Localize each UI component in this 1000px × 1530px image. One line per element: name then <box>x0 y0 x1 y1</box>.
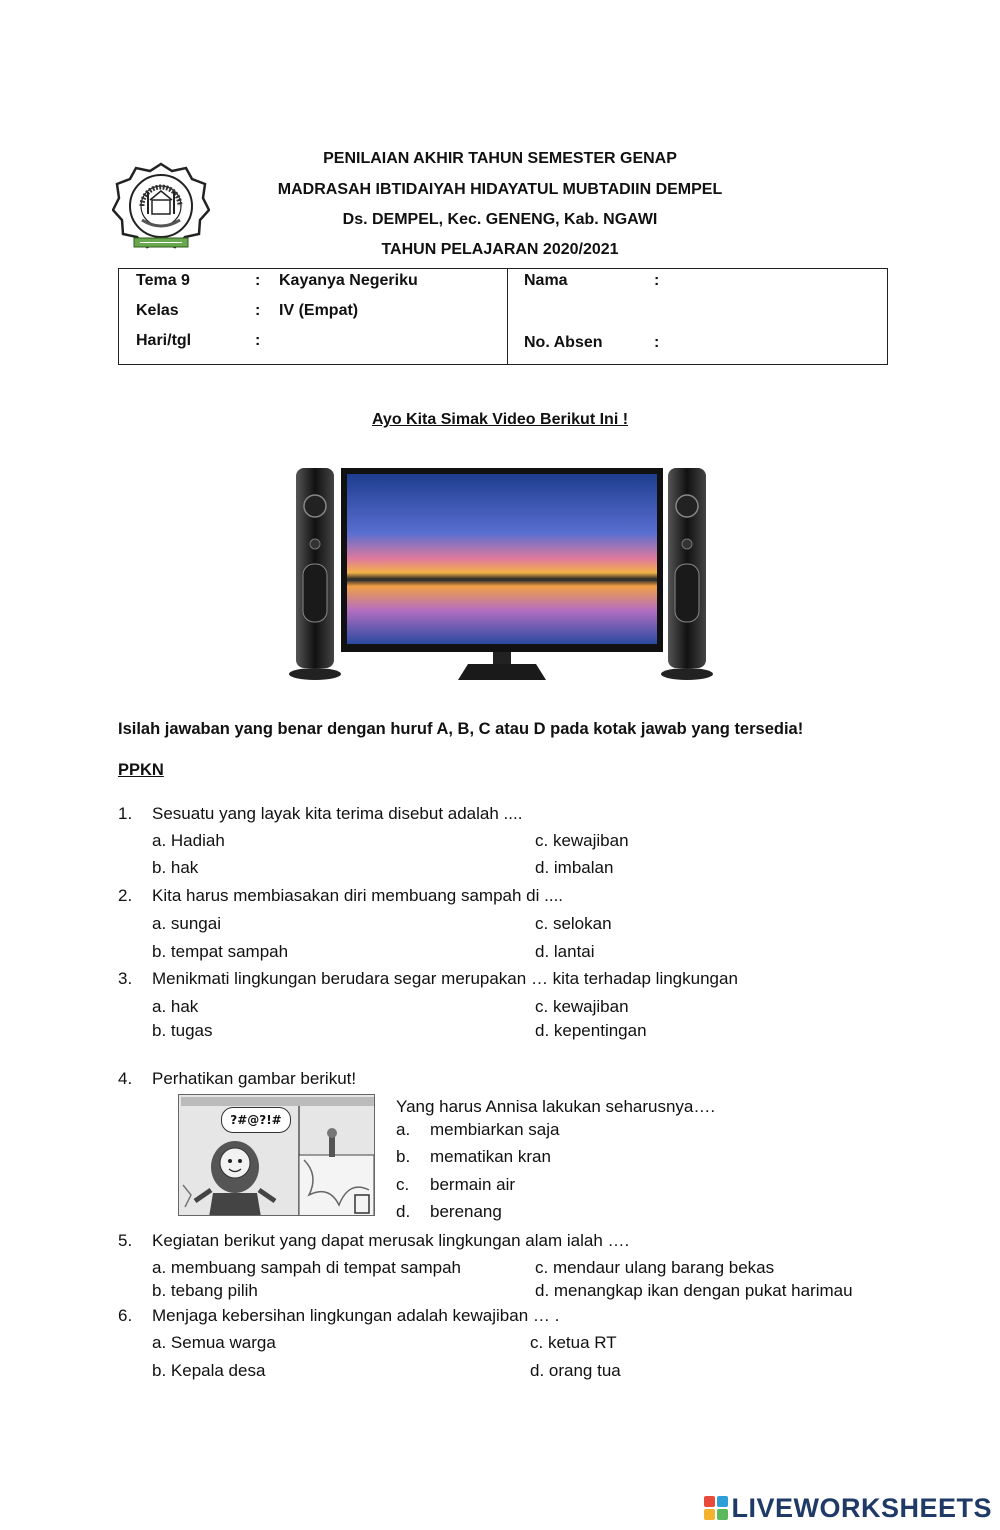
question-4-option-d[interactable]: berenang <box>430 1202 502 1221</box>
liveworksheets-logo-icon <box>703 1495 729 1521</box>
question-1-option-b[interactable]: b. hak <box>152 858 199 877</box>
student-info-box <box>118 268 888 365</box>
question-4-option-c[interactable]: bermain air <box>430 1175 516 1194</box>
question-5-option-b[interactable]: b. tebang pilih <box>152 1281 258 1300</box>
info-box-divider <box>507 269 508 364</box>
question-2-number: 2. <box>118 886 133 905</box>
question-1-number: 1. <box>118 804 133 823</box>
question-6-option-a[interactable]: a. Semua warga <box>152 1333 276 1352</box>
question-3-option-c[interactable]: c. kewajiban <box>535 997 629 1016</box>
tema-label: Tema 9 <box>136 272 190 289</box>
video-heading: Ayo Kita Simak Video Berikut Ini ! <box>371 411 629 428</box>
kelas-colon: : <box>255 302 261 319</box>
question-2-option-c[interactable]: c. selokan <box>535 914 612 933</box>
question-4-option-c-letter: c. <box>396 1175 410 1194</box>
tema-colon: : <box>255 272 261 289</box>
hari-label: Hari/tgl <box>136 332 192 349</box>
question-2-option-a[interactable]: a. sungai <box>152 914 221 933</box>
video-player[interactable] <box>288 466 716 684</box>
liveworksheets-brand[interactable] <box>703 1494 992 1522</box>
question-4-prompt: Yang harus Annisa lakukan seharusnya…. <box>396 1097 716 1116</box>
left-speaker-icon <box>289 468 341 680</box>
question-1-option-d[interactable]: d. imbalan <box>535 858 614 877</box>
question-2-option-d[interactable]: d. lantai <box>535 942 595 961</box>
absen-colon: : <box>654 334 660 351</box>
question-3-option-a[interactable]: a. hak <box>152 997 199 1016</box>
tema-value: Kayanya Negeriku <box>279 272 418 289</box>
question-6-number: 6. <box>118 1306 133 1325</box>
hari-colon: : <box>255 332 261 349</box>
instruction-text: Isilah jawaban yang benar dengan huruf A, B, C atau D pada kotak jawab yang tersedia! <box>118 720 804 738</box>
header-line-1: PENILAIAN AKHIR TAHUN SEMESTER GENAP <box>323 150 677 167</box>
tv-screen-icon <box>341 468 663 680</box>
header-line-2: MADRASAH IBTIDAIYAH HIDAYATUL MUBTADIIN DEMPEL <box>277 181 723 198</box>
question-5-option-d[interactable]: d. menangkap ikan dengan pukat harimau <box>535 1281 853 1300</box>
question-1-option-c[interactable]: c. kewajiban <box>535 831 629 850</box>
question-1-option-a[interactable]: a. Hadiah <box>152 831 225 850</box>
question-6-option-c[interactable]: c. ketua RT <box>530 1333 617 1352</box>
question-1-text: Sesuatu yang layak kita terima disebut adalah .... <box>152 804 523 823</box>
question-4-option-b-letter: b. <box>396 1147 411 1166</box>
question-4-option-a-letter: a. <box>396 1120 411 1139</box>
nama-colon: : <box>654 272 660 289</box>
question-6-option-b[interactable]: b. Kepala desa <box>152 1361 266 1380</box>
kelas-label: Kelas <box>136 302 179 319</box>
nama-label: Nama <box>524 272 568 289</box>
question-3-number: 3. <box>118 969 133 988</box>
question-6-option-d[interactable]: d. orang tua <box>530 1361 621 1380</box>
question-3-option-d[interactable]: d. kepentingan <box>535 1021 647 1040</box>
question-2-option-b[interactable]: b. tempat sampah <box>152 942 289 961</box>
question-5-number: 5. <box>118 1231 133 1250</box>
question-4-option-a[interactable]: membiarkan saja <box>430 1120 560 1139</box>
question-6-text: Menjaga kebersihan lingkungan adalah kewajiban … . <box>152 1306 560 1325</box>
question-2-text: Kita harus membiasakan diri membuang sampah di .... <box>152 886 564 905</box>
header-line-4: TAHUN PELAJARAN 2020/2021 <box>381 241 619 258</box>
question-4-option-d-letter: d. <box>396 1202 411 1221</box>
question-5-text: Kegiatan berikut yang dapat merusak lingkungan alam ialah …. <box>152 1231 630 1250</box>
question-3-option-b[interactable]: b. tugas <box>152 1021 213 1040</box>
brand-name: LIVEWORKSHEETS <box>731 1492 992 1523</box>
section-title: PPKN <box>118 761 164 779</box>
header-line-3: Ds. DEMPEL, Kec. GENENG, Kab. NGAWI <box>342 211 658 228</box>
school-logo <box>112 162 210 252</box>
question-4-text: Perhatikan gambar berikut! <box>152 1069 357 1088</box>
question-4-option-b[interactable]: mematikan kran <box>430 1147 551 1166</box>
question-5-option-c[interactable]: c. mendaur ulang barang bekas <box>535 1258 775 1277</box>
absen-label: No. Absen <box>524 334 603 351</box>
right-speaker-icon <box>661 468 713 680</box>
question-5-option-a[interactable]: a. membuang sampah di tempat sampah <box>152 1258 462 1277</box>
comic-speech-bubble: ?#@?!# <box>221 1107 291 1133</box>
annisa-comic-image <box>178 1094 375 1216</box>
kelas-value: IV (Empat) <box>279 302 359 319</box>
question-4-number: 4. <box>118 1069 133 1088</box>
question-3-text: Menikmati lingkungan berudara segar merupakan … kita terhadap lingkungan <box>152 969 738 988</box>
